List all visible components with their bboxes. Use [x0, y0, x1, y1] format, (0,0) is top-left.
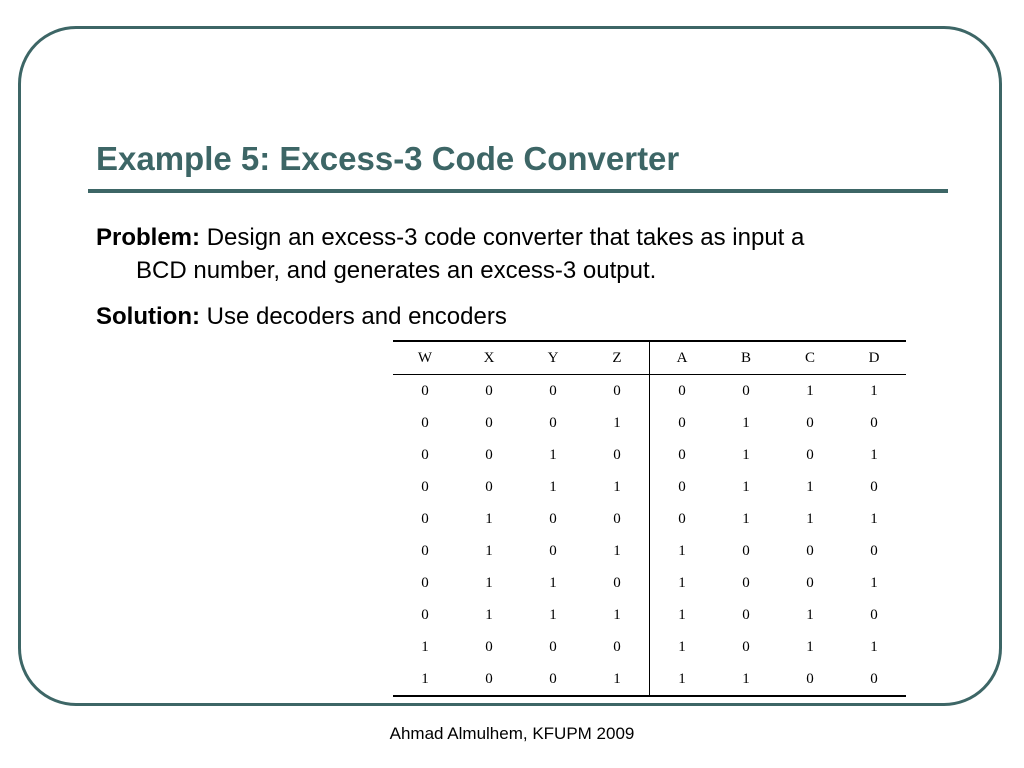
table-cell: 0: [806, 574, 814, 591]
table-cell: 1: [485, 510, 493, 527]
table-cell: 1: [549, 606, 557, 623]
table-cell: 0: [549, 414, 557, 431]
table-cell: 1: [806, 382, 814, 399]
problem-text-line1: Design an excess-3 code converter that takes as input a: [206, 224, 805, 251]
table-cell: 1: [806, 510, 814, 527]
table-cell: 0: [870, 414, 878, 431]
table-cell: 0: [421, 478, 429, 495]
problem-statement: [96, 222, 804, 254]
header-y: Y: [521, 341, 585, 375]
slide-title: Example 5: Excess-3 Code Converter: [96, 140, 680, 177]
table-cell: 1: [678, 542, 686, 559]
table-cell: 0: [870, 670, 878, 687]
table-cell: 0: [678, 446, 686, 463]
table-cell: 0: [549, 670, 557, 687]
table-cell: 0: [678, 510, 686, 527]
truth-table: [393, 340, 906, 697]
table-cell: 0: [585, 375, 650, 408]
table-cell: 0: [421, 382, 429, 399]
table-cell: 1: [742, 446, 750, 463]
table-cell: 0: [678, 382, 686, 399]
table-cell: 1: [549, 478, 557, 495]
table-cell: 1: [806, 638, 814, 655]
table-cell: 0: [585, 567, 650, 599]
table-cell: 1: [742, 414, 750, 431]
table-cell: 0: [742, 382, 750, 399]
table-cell: 1: [870, 638, 878, 655]
table-cell: 0: [485, 414, 493, 431]
table-cell: 0: [742, 574, 750, 591]
problem-text-line2: BCD number, and generates an excess-3 output.: [136, 257, 657, 284]
table-cell: 1: [585, 663, 650, 696]
table-cell: 0: [806, 670, 814, 687]
header-x: X: [457, 341, 521, 375]
table-row: [393, 375, 906, 408]
table-cell: 0: [806, 414, 814, 431]
problem-label: Problem:: [96, 224, 201, 251]
table-cell: 1: [678, 574, 686, 591]
table-cell: 1: [806, 606, 814, 623]
table-cell: 0: [806, 542, 814, 559]
footer-credit: Ahmad Almulhem, KFUPM 2009: [389, 724, 635, 743]
table-header-row: [393, 341, 906, 375]
table-cell: 0: [485, 478, 493, 495]
header-w: W: [393, 341, 457, 375]
table-row: [393, 471, 906, 503]
header-c: C: [778, 341, 842, 375]
table-cell: 0: [678, 478, 686, 495]
table-cell: 1: [549, 574, 557, 591]
table-cell: 0: [421, 414, 429, 431]
table-cell: 1: [742, 478, 750, 495]
solution-statement: [96, 301, 507, 333]
table-cell: 0: [870, 478, 878, 495]
table-cell: 1: [585, 471, 650, 503]
table-cell: 0: [421, 606, 429, 623]
solution-text: Use decoders and encoders: [206, 303, 507, 330]
header-z: Z: [585, 341, 650, 375]
table-cell: 0: [678, 414, 686, 431]
table-cell: 0: [742, 638, 750, 655]
table-cell: 1: [585, 535, 650, 567]
table-row: [393, 503, 906, 535]
table-row: [393, 567, 906, 599]
table-cell: 0: [806, 446, 814, 463]
table-cell: 0: [485, 382, 493, 399]
table-cell: 1: [585, 407, 650, 439]
table-cell: 0: [585, 631, 650, 663]
table-cell: 0: [549, 510, 557, 527]
table-body: [393, 375, 906, 697]
table-cell: 0: [742, 606, 750, 623]
table-cell: 0: [549, 542, 557, 559]
header-b: B: [714, 341, 778, 375]
header-d: D: [842, 341, 906, 375]
table-cell: 0: [421, 542, 429, 559]
table-cell: 1: [870, 446, 878, 463]
table-cell: 1: [485, 606, 493, 623]
table-cell: 1: [870, 510, 878, 527]
table-cell: 1: [549, 446, 557, 463]
table-cell: 1: [585, 599, 650, 631]
table-cell: 1: [742, 670, 750, 687]
table-cell: 1: [870, 382, 878, 399]
table-cell: 1: [678, 606, 686, 623]
title-underline: [88, 189, 948, 193]
table-cell: 1: [678, 638, 686, 655]
table-cell: 0: [870, 542, 878, 559]
table-row: [393, 439, 906, 471]
table-row: [393, 599, 906, 631]
table-cell: 1: [678, 670, 686, 687]
table-cell: 0: [421, 574, 429, 591]
table-cell: 0: [742, 542, 750, 559]
table-cell: 1: [806, 478, 814, 495]
table-cell: 1: [485, 574, 493, 591]
table-cell: 0: [585, 439, 650, 471]
table-cell: 0: [485, 670, 493, 687]
table-row: [393, 407, 906, 439]
table-cell: 1: [742, 510, 750, 527]
table-cell: 0: [549, 638, 557, 655]
table-cell: 0: [585, 503, 650, 535]
table-row: [393, 535, 906, 567]
table-row: [393, 663, 906, 696]
table-cell: 0: [870, 606, 878, 623]
table-cell: 0: [549, 382, 557, 399]
table-cell: 1: [870, 574, 878, 591]
table-cell: 0: [421, 510, 429, 527]
solution-label: Solution:: [96, 303, 200, 330]
table-cell: 1: [421, 638, 429, 655]
table-cell: 0: [421, 446, 429, 463]
table-cell: 1: [421, 670, 429, 687]
table-cell: 1: [485, 542, 493, 559]
table-cell: 0: [485, 638, 493, 655]
table-row: [393, 631, 906, 663]
header-a: A: [650, 341, 715, 375]
table-cell: 0: [485, 446, 493, 463]
